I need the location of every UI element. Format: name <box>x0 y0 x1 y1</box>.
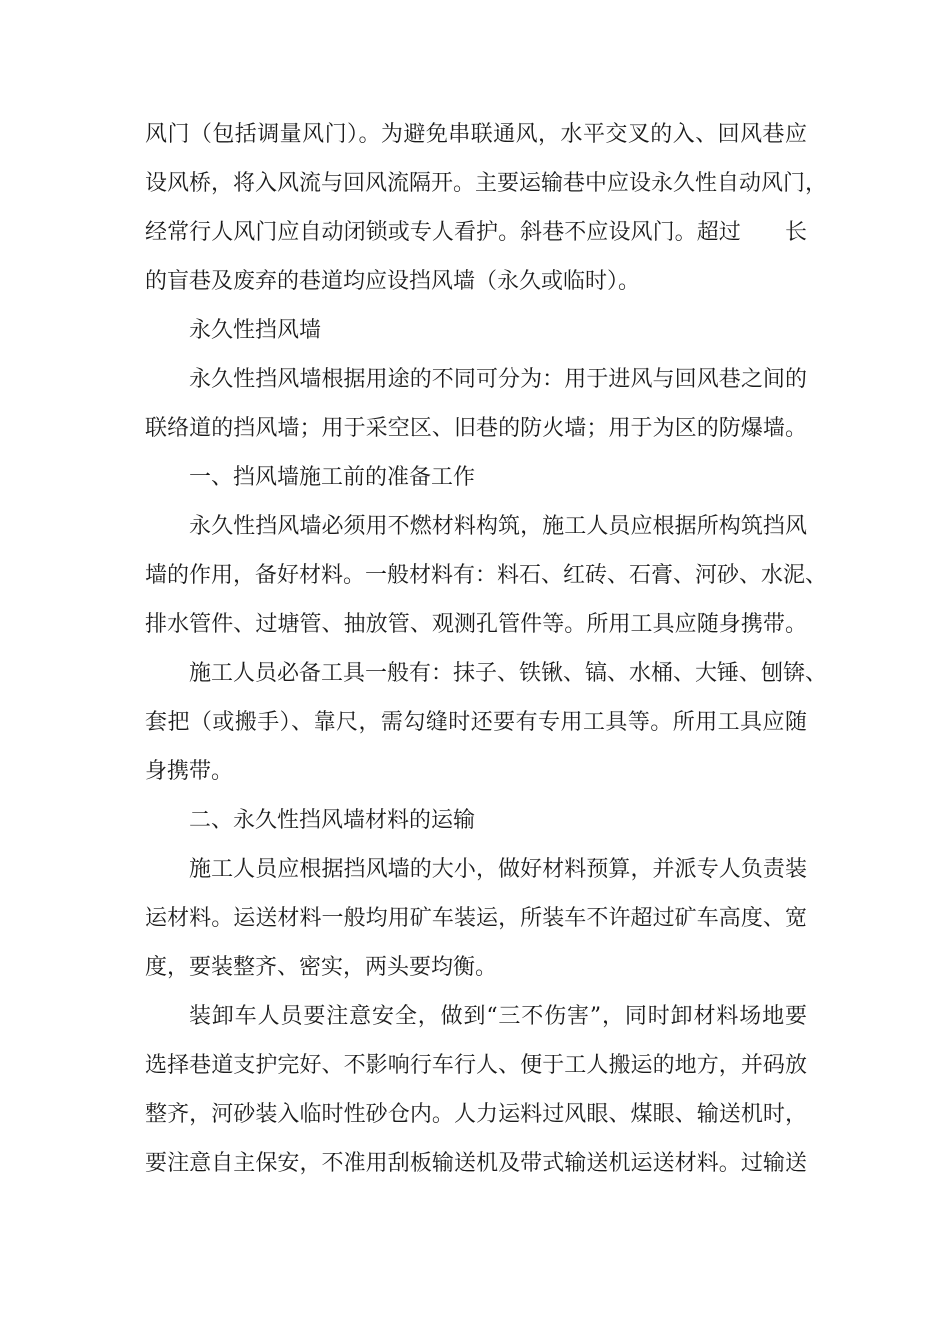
paragraph-line: 永久性挡风墙根据用途的不同可分为：用于进风与回风巷之间的 <box>189 367 807 392</box>
paragraph-line: 整齐，河砂装入临时性砂仓内。人力运料过风眼、煤眼、输送机时， <box>145 1102 807 1127</box>
paragraph-line: 度，要装整齐、密实，两头要均衡。 <box>145 955 498 980</box>
paragraph-line: 套把（或搬手）、靠尺，需勾缝时还要有专用工具等。所用工具应随 <box>145 710 807 735</box>
section-heading: 二、永久性挡风墙材料的运输 <box>189 808 476 833</box>
paragraph-line: 施工人员必备工具一般有：抹子、铁锹、镐、水桶、大锤、刨锛、 <box>189 661 828 686</box>
paragraph-line: 施工人员应根据挡风墙的大小，做好材料预算，并派专人负责装 <box>189 857 807 882</box>
paragraph-line: 身携带。 <box>145 759 234 784</box>
section-heading: 一、挡风墙施工前的准备工作 <box>189 465 476 490</box>
paragraph-line: 永久性挡风墙必须用不燃材料构筑，施工人员应根据所构筑挡风 <box>189 514 807 539</box>
document-body <box>145 113 828 1191</box>
paragraph-line: 排水管件、过塘管、抽放管、观测孔管件等。所用工具应随身携带。 <box>145 612 807 637</box>
paragraph-line: 装卸车人员要注意安全，做到“三不伤害”，同时卸材料场地要 <box>189 1004 807 1029</box>
paragraph-line: 运材料。运送材料一般均用矿车装运，所装车不许超过矿车高度、宽 <box>145 906 807 931</box>
paragraph-line: 的盲巷及废弃的巷道均应设挡风墙（永久或临时）。 <box>145 269 641 294</box>
paragraph-line: 经常行人风门应自动闭锁或专人看护。斜巷不应设风门。超过 长 <box>145 220 807 245</box>
paragraph-line: 选择巷道支护完好、不影响行车行人、便于工人搬运的地方，并码放 <box>145 1053 807 1078</box>
section-heading: 永久性挡风墙 <box>189 318 322 343</box>
paragraph-line: 风门（包括调量风门）。为避免串联通风，水平交叉的入、回风巷应 <box>145 122 807 147</box>
paragraph-line: 联络道的挡风墙；用于采空区、旧巷的防火墙；用于为区的防爆墙。 <box>145 416 807 441</box>
paragraph-line: 要注意自主保安，不准用刮板输送机及带式输送机运送材料。过输送 <box>145 1151 807 1176</box>
paragraph-line: 墙的作用，备好材料。一般材料有：料石、红砖、石膏、河砂、水泥、 <box>145 563 828 588</box>
paragraph-line: 设风桥，将入风流与回风流隔开。主要运输巷中应设永久性自动风门， <box>145 171 828 196</box>
